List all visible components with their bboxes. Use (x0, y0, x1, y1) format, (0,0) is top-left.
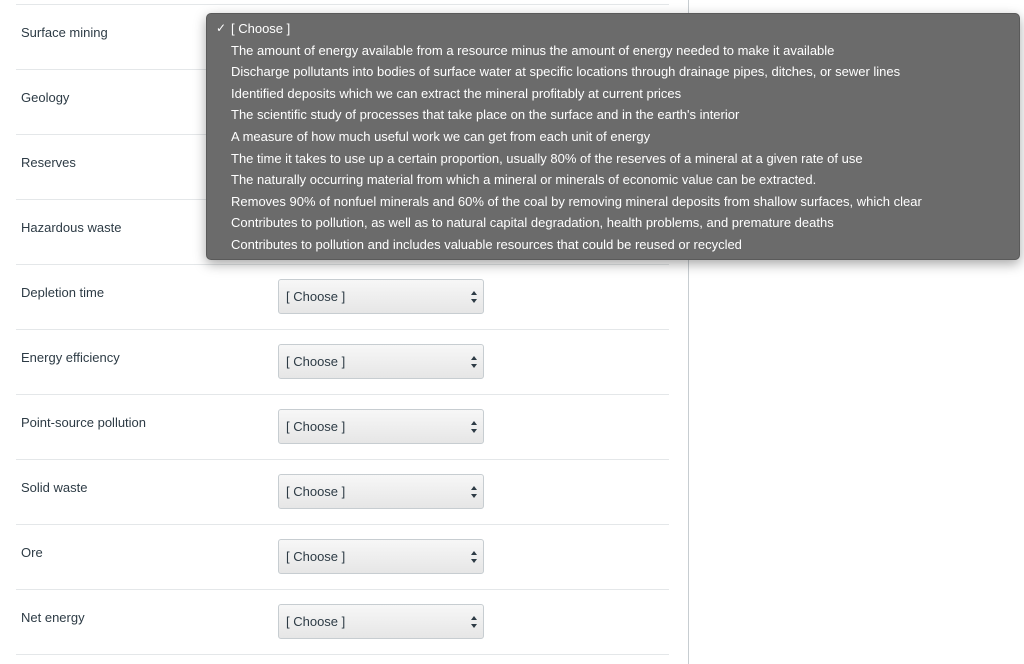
term-label: Surface mining (21, 25, 108, 40)
term-row (16, 525, 669, 590)
updown-arrows-icon (470, 611, 478, 633)
dropdown-option[interactable] (207, 169, 1019, 190)
updown-arrows-icon (470, 351, 478, 373)
dropdown-option[interactable] (207, 104, 1019, 125)
dropdown-option-label: The amount of energy available from a resource minus the amount of energy needed to make it available (231, 42, 835, 58)
answer-select-value: [ Choose ] (286, 419, 346, 434)
updown-arrows-icon (470, 286, 478, 308)
term-label: Solid waste (21, 480, 88, 495)
answer-select[interactable] (278, 604, 484, 639)
dropdown-option-label: [ Choose ] (231, 21, 291, 36)
term-label: Point-source pollution (21, 415, 147, 430)
dropdown-option-label: Contributes to pollution, as well as to natural capital degradation, health problems, and premature deaths (231, 215, 834, 231)
dropdown-option-label: Identified deposits which we can extract the mineral profitably at current prices (231, 85, 682, 101)
term-label: Reserves (21, 155, 76, 170)
dropdown-option-label: A measure of how much useful work we can get from each unit of energy (231, 129, 651, 144)
term-label: Hazardous waste (21, 220, 122, 235)
dropdown-option-label: Contributes to pollution and includes valuable resources that could be reused or recycled (231, 237, 742, 252)
term-label: Depletion time (21, 285, 105, 300)
dropdown-option-selected[interactable] (207, 18, 1019, 39)
checkmark-icon: ✓ (216, 21, 227, 35)
answer-select-value: [ Choose ] (286, 289, 346, 304)
term-label: Geology (21, 90, 70, 105)
term-label: Ore (21, 545, 43, 560)
dropdown-option-label: The scientific study of processes that take place on the surface and in the earth's interior (231, 107, 740, 123)
answer-select-value: [ Choose ] (286, 614, 346, 629)
answer-select-value: [ Choose ] (286, 354, 346, 369)
dropdown-option-label: Discharge pollutants into bodies of surface water at specific locations through drainage pipes, ditches, or sewer lines (231, 64, 901, 80)
dropdown-option-label: The time it takes to use up a certain proportion, usually 80% of the reserves of a mineral at a given rate of use (231, 150, 863, 166)
dropdown-option[interactable] (207, 83, 1019, 104)
answer-select[interactable] (278, 539, 484, 574)
updown-arrows-icon (470, 481, 478, 503)
dropdown-option-label: Removes 90% of nonfuel minerals and 60% of the coal by removing mineral deposits from shallow surfaces, which clear (231, 193, 922, 209)
term-row (16, 460, 669, 525)
dropdown-option[interactable] (207, 126, 1019, 147)
dropdown-option[interactable] (207, 191, 1019, 212)
dropdown-option[interactable] (207, 148, 1019, 169)
updown-arrows-icon (470, 416, 478, 438)
dropdown-option[interactable] (207, 212, 1019, 233)
dropdown-option[interactable] (207, 40, 1019, 61)
answer-select[interactable] (278, 279, 484, 314)
answer-select[interactable] (278, 474, 484, 509)
dropdown-option[interactable] (207, 61, 1019, 82)
term-label: Energy efficiency (21, 350, 120, 365)
answer-select-value: [ Choose ] (286, 549, 346, 564)
answer-dropdown-menu[interactable] (206, 13, 1020, 260)
answer-select-value: [ Choose ] (286, 484, 346, 499)
term-row (16, 330, 669, 395)
answer-select[interactable] (278, 344, 484, 379)
term-label: Net energy (21, 610, 85, 625)
answer-select[interactable] (278, 409, 484, 444)
term-row (16, 395, 669, 460)
dropdown-option[interactable] (207, 234, 1019, 255)
term-row (16, 590, 669, 655)
term-row (16, 265, 669, 330)
updown-arrows-icon (470, 546, 478, 568)
dropdown-option-label: The naturally occurring material from which a mineral or minerals of economic value can be extracted. (231, 172, 817, 188)
